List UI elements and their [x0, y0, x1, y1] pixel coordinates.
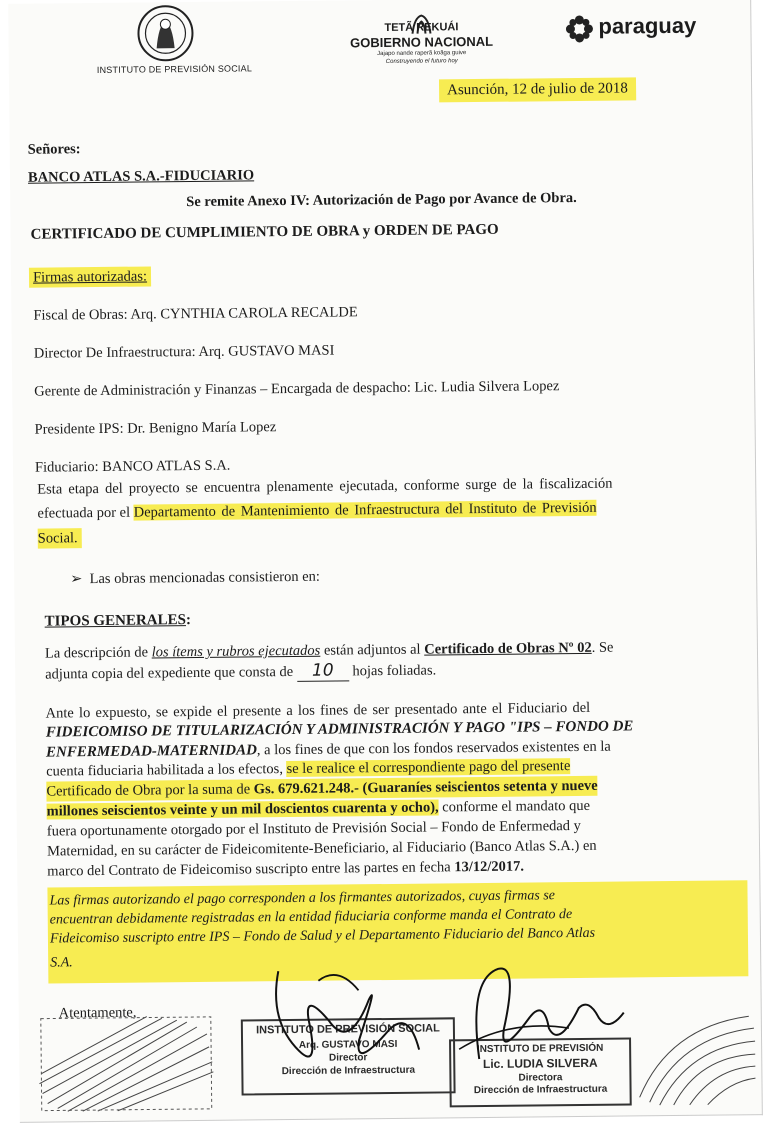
paraguay-wordmark: paraguay — [598, 12, 697, 39]
signature-director — [258, 959, 439, 1101]
gobierno-line2: GOBIERNO NACIONAL — [350, 33, 494, 51]
ante-line4-highlight: se le realice el correspondiente pago del presente — [286, 758, 571, 778]
firmante-fiduciario: Fiduciario: BANCO ATLAS S.A. — [34, 457, 231, 476]
gobierno-tagline2: Construyendo el futuro hoy — [385, 58, 458, 65]
tipos-certificado: Certificado de Obras Nº 02 — [424, 639, 592, 658]
hojas-count-handwritten: 10 — [297, 660, 349, 682]
paraguay-flower-icon — [564, 14, 594, 44]
tipos-items-rubros: los ítems y rubros ejecutados — [151, 642, 321, 661]
ante-line2: FIDEICOMISO DE TITULARIZACIÓN Y ADMINISTRACIÓN Y PAGO "IPS – FONDO DE — [45, 718, 634, 741]
etapa-line3: Social. — [38, 528, 82, 548]
bullet-arrow-icon: ➢ — [70, 571, 90, 588]
ante-amount: Gs. 679.621.248.- (Guaraníes seiscientos setenta y nueve — [253, 777, 598, 798]
contract-date: 13/12/2017. — [454, 858, 525, 876]
ante-line8: Maternidad, en su carácter de Fideicomitente-Beneficiario, al Fiduciario (Banco Atlas S.A.) en — [46, 837, 597, 860]
document-page — [8, 0, 763, 1123]
gobierno-nacional-logo — [346, 13, 497, 69]
bank-name: BANCO ATLAS S.A.-FIDUCIARIO — [27, 167, 255, 186]
ante-line6-b: conforme el mandato que — [438, 797, 591, 816]
firmante-director: Director De Infraestructura: Arq. GUSTAVO MASI — [33, 342, 335, 362]
ante-enfermedad: ENFERMEDAD-MATERNIDAD — [45, 742, 257, 761]
tipos-desc2-b: hojas foliadas. — [348, 662, 437, 680]
tipos-desc-line2 — [45, 659, 436, 684]
signature-gerente — [448, 957, 639, 1089]
stamp-right-line2: Lic. LUDIA SILVERA — [482, 1055, 598, 1072]
ante-amount-words: millones seiscientos veinte y un mil doscientos cuarenta y ocho), — [46, 799, 439, 820]
ante-line4-a: cuenta fiduciaria habilitada a los efectos, — [46, 761, 287, 780]
ante-line7: fuera oportunamente otorgado por el Instituto de Previsión Social – Fondo de Enfermedad y — [46, 817, 581, 840]
stamp-left-line4: Dirección de Infraestructura — [281, 1064, 416, 1078]
fingerprint-stamp-left — [37, 1012, 218, 1114]
stamp-left-line3: Director — [328, 1052, 368, 1064]
bullet-item — [70, 567, 320, 590]
firmas-heading: Firmas autorizadas: — [29, 266, 151, 287]
ante-line3-rest: , a los fines de que con los fondos reservados existentes en la — [256, 738, 611, 759]
etapa-highlight: Departamento de Mantenimiento de Infraestructura del Instituto de Previsión — [133, 499, 597, 521]
tipos-desc-c: están adjuntos al — [320, 641, 425, 659]
stamp-right-line3: Directora — [518, 1072, 563, 1084]
gobierno-tagline1: Jajapo nande raperã koãga guive — [377, 50, 467, 58]
stamp-left-line2: Arq. GUSTAVO MASI — [298, 1038, 398, 1051]
bullet-text: Las obras mencionadas consistieron en: — [89, 568, 320, 588]
stamp-right-line4: Dirección de Infraestructura — [473, 1083, 608, 1097]
firmante-presidente: Presidente IPS: Dr. Benigno María Lopez — [34, 419, 277, 438]
closing: Atentamente, — [58, 1004, 137, 1022]
ante-line9-a: marco del Contrato de Fideicomiso suscripto entre las partes en fecha — [47, 859, 455, 880]
tipos-heading — [45, 610, 191, 632]
document-date: Asunción, 12 de julio de 2018 — [439, 77, 636, 102]
firmas-para-line4: S.A. — [50, 955, 73, 971]
tipos-heading-colon: : — [185, 612, 192, 629]
ante-line5-a: Certificado de Obra por la suma de — [46, 781, 254, 800]
stamp-left-line1: INSTITUTO DE PREVISIÓN SOCIAL — [255, 1022, 440, 1037]
ante-line1: Ante lo expuesto, se expide el presente a los fines de ser presentado ante el Fiduciario del — [45, 699, 591, 722]
etapa-line2-start: efectuada por el — [37, 504, 134, 522]
gobierno-line1: TETÃ REKUÁI — [384, 21, 459, 34]
ante-line9 — [47, 857, 524, 882]
ips-seal-logo — [132, 4, 199, 63]
remite-line: Se remite Anexo IV: Autorización de Pago por Avance de Obra. — [186, 189, 577, 211]
tipos-desc-e: . Se — [591, 639, 614, 656]
firmante-fiscal: Fiscal de Obras: Arq. CYNTHIA CAROLA RECALDE — [33, 304, 358, 324]
etapa-line1: Esta etapa del proyecto se encuentra plenamente ejecutada, conforme surge de la fiscalización — [37, 475, 613, 498]
firmas-para-line1: Las firmas autorizando el pago corresponden a los firmantes autorizados, cuyas firmas se — [49, 888, 556, 909]
tipos-desc-a: La descripción de — [44, 644, 152, 662]
etapa-line2 — [37, 498, 596, 524]
greeting: Señores: — [27, 141, 81, 158]
stamp-right-line1: INSTITUTO DE PREVISIÓN — [476, 1042, 604, 1056]
firmas-para-line2: encuentran debidamente registradas en la entidad fiduciaria conforme manda el Contrato de — [49, 907, 573, 928]
paraguay-logo — [564, 11, 714, 49]
firmante-gerente: Gerente de Administración y Finanzas – Encargada de despacho: Lic. Ludia Silvera Lopez — [34, 378, 560, 400]
tipos-desc2-a: adjunta copia del expediente que consta de — [45, 663, 297, 683]
firmas-para-line3: Fideicomiso suscripto entre IPS – Fondo de Salud y el Departamento Fiduciario del Banco Atlas — [49, 925, 596, 947]
ips-label: INSTITUTO DE PREVISIÓN SOCIAL — [96, 63, 253, 75]
fingerprint-stamp-right — [629, 1006, 760, 1107]
document-title: CERTIFICADO DE CUMPLIMIENTO DE OBRA y ORDEN DE PAGO — [30, 221, 499, 243]
tipos-heading-text: TIPOS GENERALES — [44, 612, 187, 630]
